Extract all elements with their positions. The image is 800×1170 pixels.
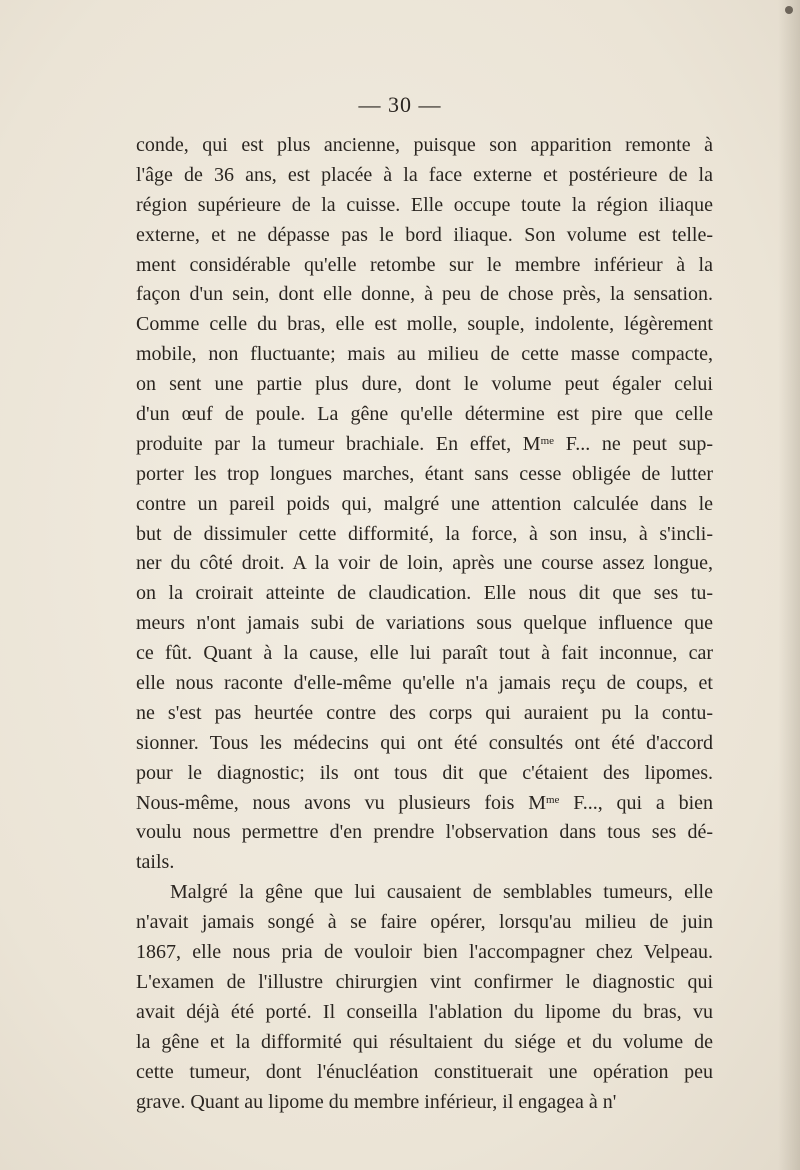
text-line: porter les trop longues marches, étant sans cesse obligée de lutter (136, 462, 713, 485)
text-line: façon d'un sein, dont elle donne, à peu de chose près, la sensation. (136, 283, 713, 306)
text-fragment: produite par la tumeur brachiale. En effet, (136, 432, 512, 455)
text-line: l'âge de 36 ans, est placée à la face externe et postérieure de la (136, 163, 713, 186)
text-line: ne s'est pas heurtée contre des corps qui auraient pu la contu- (136, 701, 713, 724)
scan-mark (785, 6, 793, 14)
text-line: voulu nous permettre d'en prendre l'observation dans tous ses dé- (136, 821, 713, 844)
text-line (136, 789, 713, 819)
text-line: ner du côté droit. A la voir de loin, après une course assez longue, (136, 552, 713, 575)
superscript: me (545, 793, 560, 806)
text-line: mobile, non fluctuante; mais au milieu de cette masse compacte, (136, 343, 713, 366)
text-line: pour le diagnostic; ils ont tous dit que c'étaient des lipomes. (136, 761, 713, 784)
text-line: contre un pareil poids qui, malgré une attention calculée dans le (136, 492, 713, 515)
text-line: tails. (136, 851, 175, 874)
text-line: conde, qui est plus ancienne, puisque son apparition remonte à (136, 134, 713, 156)
text-fragment: Nous-même, nous avons vu plusieurs fois (136, 791, 515, 814)
text-line: externe, et ne dépasse pas le bord iliaque. Son volume est telle- (136, 223, 713, 246)
text-line: sionner. Tous les médecins qui ont été consultés ont été d'accord (136, 731, 713, 754)
text-line: d'un œuf de poule. La gêne qu'elle détermine est pire que celle (136, 403, 713, 426)
text-fragment: F..., qui a bien (573, 791, 714, 814)
text-line: ment considérable qu'elle retombe sur le membre inférieur à la (136, 253, 713, 276)
text-line: avait déjà été porté. Il conseilla l'ablation du lipome du bras, vu (136, 1000, 713, 1023)
text-line: grave. Quant au lipome du membre inférieur, il engagea à n' (136, 1090, 617, 1113)
text-line: 1867, elle nous pria de vouloir bien l'accompagner chez Velpeau. (136, 941, 713, 964)
text-line: on la croirait atteinte de claudication. Elle nous dit que ses tu- (136, 582, 713, 605)
text-line: meurs n'ont jamais subi de variations sous quelque influence que (136, 612, 713, 635)
text-line: Comme celle du bras, elle est molle, souple, indolente, légèrement (136, 313, 713, 336)
text-line: région supérieure de la cuisse. Elle occupe toute la région iliaque (136, 193, 713, 216)
text-line: but de dissimuler cette difformité, la force, à son insu, à s'incli- (136, 522, 713, 545)
text-line: cette tumeur, dont l'énucléation constituerait une opération peu (136, 1060, 713, 1083)
text-fragment: F... ne peut sup- (565, 432, 714, 455)
text-line: la gêne et la difformité qui résultaient du siége et du volume de (136, 1030, 713, 1053)
page-edge-shadow (778, 0, 800, 1170)
text-line: Malgré la gêne que lui causaient de semblables tumeurs, elle (170, 881, 713, 904)
text-line: on sent une partie plus dure, dont le volume peut égaler celui (136, 373, 713, 396)
superscript: me (540, 434, 555, 447)
abbreviation: M (522, 432, 541, 455)
text-line: L'examen de l'illustre chirurgien vint confirmer le diagnostic qui (136, 970, 713, 993)
text-line: n'avait jamais songé à se faire opérer, lorsqu'au milieu de juin (136, 911, 713, 934)
text-line: ce fût. Quant à la cause, elle lui paraît tout à fait inconnue, car (136, 642, 713, 665)
page-number: — 30 — (358, 92, 442, 117)
abbreviation: M (528, 791, 546, 814)
text-line (136, 430, 713, 460)
body-text (136, 131, 713, 1117)
text-line: elle nous raconte d'elle-même qu'elle n'a jamais reçu de coups, et (136, 672, 713, 695)
